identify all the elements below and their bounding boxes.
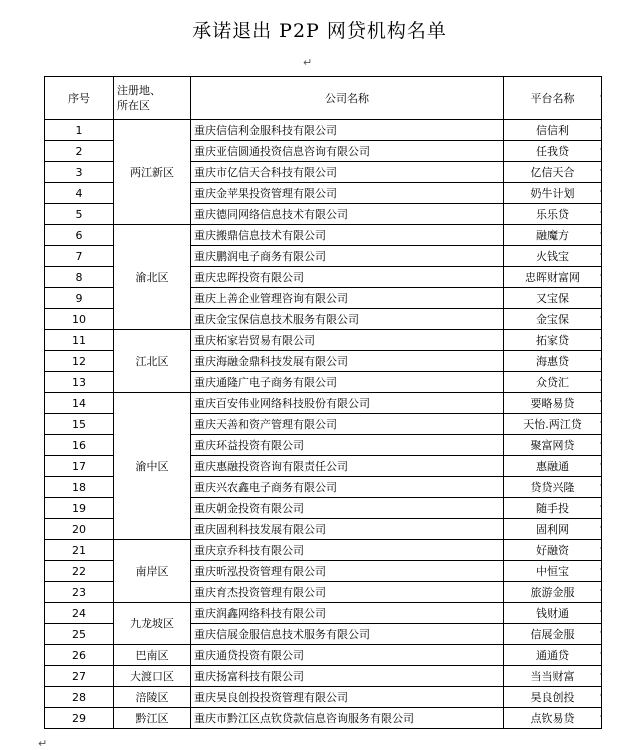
platform-name: 钱财通: [504, 603, 602, 624]
district-cell: 巴南区: [114, 645, 191, 666]
row-end-mark-icon: ·: [599, 145, 602, 155]
row-end-mark-icon: ·: [599, 313, 602, 323]
table-row: [45, 645, 602, 666]
company-name: 重庆环益投资有限公司: [191, 435, 504, 456]
table-row: [45, 393, 602, 414]
platform-name: 贷贷兴隆: [504, 477, 602, 498]
row-end-mark-icon: ·: [599, 418, 602, 428]
row-number: 24: [45, 603, 114, 624]
row-number: 25: [45, 624, 114, 645]
company-name: 重庆惠融投资咨询有限责任公司: [191, 456, 504, 477]
platform-name: 金宝保: [504, 309, 602, 330]
row-number: 20: [45, 519, 114, 540]
row-number: 14: [45, 393, 114, 414]
row-end-mark-icon: ·: [599, 628, 602, 638]
platform-name: 亿信天合: [504, 162, 602, 183]
platform-name: 昊良创投: [504, 687, 602, 708]
table-row: [45, 687, 602, 708]
table-row: [45, 666, 602, 687]
row-end-mark-icon: ·: [599, 187, 602, 197]
table-header-row: [45, 77, 602, 120]
row-end-mark-icon: ·: [599, 691, 602, 701]
platform-name: 旅游金服: [504, 582, 602, 603]
row-end-mark-icon: ·: [599, 607, 602, 617]
header-district: [114, 77, 191, 120]
row-end-mark-icon: ·: [599, 565, 602, 575]
paragraph-mark-icon: ↵: [38, 737, 48, 750]
district-cell: 九龙坡区: [114, 603, 191, 645]
row-end-mark-icon: ·: [599, 544, 602, 554]
row-number: 10: [45, 309, 114, 330]
platform-name: 众贷汇: [504, 372, 602, 393]
table-body: [45, 120, 602, 729]
company-name: 重庆忠晖投资有限公司: [191, 267, 504, 288]
platform-name: 融魔方: [504, 225, 602, 246]
row-number: 23: [45, 582, 114, 603]
row-number: 17: [45, 456, 114, 477]
row-end-mark-icon: ·: [599, 166, 602, 176]
platform-name: 通通贷: [504, 645, 602, 666]
header-district-line1: 注册地、: [117, 84, 161, 97]
table-row: [45, 330, 602, 351]
row-end-mark-icon: ·: [599, 586, 602, 596]
company-name: 重庆天善和资产管理有限公司: [191, 414, 504, 435]
row-number: 19: [45, 498, 114, 519]
platform-name: 中恒宝: [504, 561, 602, 582]
company-name: 重庆信展金服信息技术服务有限公司: [191, 624, 504, 645]
row-number: 22: [45, 561, 114, 582]
company-name: 重庆德同网络信息技术有限公司: [191, 204, 504, 225]
platform-name: 忠晖财富网: [504, 267, 602, 288]
institution-table: [44, 76, 602, 729]
district-cell: 涪陵区: [114, 687, 191, 708]
header-number: 序号: [45, 77, 114, 120]
company-name: 重庆昊良创投投资管理有限公司: [191, 687, 504, 708]
page-title: 承诺退出 P2P 网贷机构名单: [192, 20, 447, 42]
row-end-mark-icon: ·: [599, 376, 602, 386]
row-end-mark-icon: ·: [599, 250, 602, 260]
platform-name: 要略易贷: [504, 393, 602, 414]
platform-name: 信信利: [504, 120, 602, 141]
company-name: 重庆润鑫网络科技有限公司: [191, 603, 504, 624]
row-end-mark-icon: ·: [599, 397, 602, 407]
header-district-line2: 所在区: [117, 99, 150, 112]
company-name: 重庆通隆广电子商务有限公司: [191, 372, 504, 393]
company-name: 重庆亚信圆通投资信息咨询有限公司: [191, 141, 504, 162]
platform-name: 拓家贷: [504, 330, 602, 351]
platform-name: 又宝保: [504, 288, 602, 309]
header-company: 公司名称: [191, 77, 504, 120]
company-name: 重庆金苹果投资管理有限公司: [191, 183, 504, 204]
row-number: 9: [45, 288, 114, 309]
company-name: 重庆市黔江区点钦贷款信息咨询服务有限公司: [191, 708, 504, 729]
company-name: 重庆兴农鑫电子商务有限公司: [191, 477, 504, 498]
row-number: 15: [45, 414, 114, 435]
row-number: 13: [45, 372, 114, 393]
row-number: 21: [45, 540, 114, 561]
company-name: 重庆柘家岩贸易有限公司: [191, 330, 504, 351]
row-end-mark-icon: ·: [599, 523, 602, 533]
district-cell: 大渡口区: [114, 666, 191, 687]
row-number: 28: [45, 687, 114, 708]
row-number: 16: [45, 435, 114, 456]
table-row: [45, 708, 602, 729]
row-number: 18: [45, 477, 114, 498]
district-cell: 两江新区: [114, 120, 191, 225]
row-end-mark-icon: ·: [599, 334, 602, 344]
row-number: 11: [45, 330, 114, 351]
row-end-mark-icon: ·: [599, 355, 602, 365]
row-end-mark-icon: ·: [599, 712, 602, 722]
platform-name: 乐乐贷: [504, 204, 602, 225]
company-name: 重庆朝金投资有限公司: [191, 498, 504, 519]
platform-name: 惠融通: [504, 456, 602, 477]
platform-name: 海惠贷: [504, 351, 602, 372]
row-number: 29: [45, 708, 114, 729]
platform-name: 信展金服: [504, 624, 602, 645]
platform-name: 火钱宝: [504, 246, 602, 267]
district-cell: 南岸区: [114, 540, 191, 603]
row-number: 5: [45, 204, 114, 225]
row-number: 4: [45, 183, 114, 204]
company-name: 重庆金宝保信息技术服务有限公司: [191, 309, 504, 330]
row-end-mark-icon: ·: [599, 124, 602, 134]
company-name: 重庆育杰投资管理有限公司: [191, 582, 504, 603]
row-number: 3: [45, 162, 114, 183]
table-row: [45, 225, 602, 246]
district-cell: 渝北区: [114, 225, 191, 330]
company-name: 重庆京乔科技有限公司: [191, 540, 504, 561]
header-platform: 平台名称: [504, 77, 602, 120]
row-end-mark-icon: ·: [599, 670, 602, 680]
platform-name: 当当财富: [504, 666, 602, 687]
row-end-mark-icon: ·: [599, 439, 602, 449]
company-name: 重庆固利科技发展有限公司: [191, 519, 504, 540]
row-number: 2: [45, 141, 114, 162]
company-name: 重庆上善企业管理咨询有限公司: [191, 288, 504, 309]
company-name: 重庆昕泓投资管理有限公司: [191, 561, 504, 582]
company-name: 重庆扬富科技有限公司: [191, 666, 504, 687]
company-name: 重庆搬鼎信息技术有限公司: [191, 225, 504, 246]
platform-name: 固利网: [504, 519, 602, 540]
row-number: 8: [45, 267, 114, 288]
row-end-mark-icon: ·: [599, 502, 602, 512]
row-number: 12: [45, 351, 114, 372]
row-end-mark-icon: ·: [599, 292, 602, 302]
platform-name: 聚富网贷: [504, 435, 602, 456]
row-number: 27: [45, 666, 114, 687]
table-row: [45, 540, 602, 561]
row-end-mark-icon: ·: [599, 481, 602, 491]
platform-name: 天怡.两江贷: [504, 414, 602, 435]
paragraph-mark-icon: ↵: [303, 56, 313, 69]
row-number: 1: [45, 120, 114, 141]
platform-name: 好融资: [504, 540, 602, 561]
company-name: 重庆信信利金服科技有限公司: [191, 120, 504, 141]
row-end-mark-icon: ·: [599, 460, 602, 470]
platform-name: 奶牛计划: [504, 183, 602, 204]
platform-name: 任我贷: [504, 141, 602, 162]
row-number: 26: [45, 645, 114, 666]
company-name: 重庆市亿信天合科技有限公司: [191, 162, 504, 183]
company-name: 重庆海融金鼎科技发展有限公司: [191, 351, 504, 372]
company-name: 重庆百安伟业网络科技股份有限公司: [191, 393, 504, 414]
company-name: 重庆鹏润电子商务有限公司: [191, 246, 504, 267]
company-name: 重庆通贷投资有限公司: [191, 645, 504, 666]
row-end-mark-icon: ·: [599, 229, 602, 239]
row-end-mark-icon: ·: [599, 208, 602, 218]
district-cell: 江北区: [114, 330, 191, 393]
district-cell: 黔江区: [114, 708, 191, 729]
platform-name: 点钦易贷: [504, 708, 602, 729]
row-number: 7: [45, 246, 114, 267]
row-number: 6: [45, 225, 114, 246]
platform-name: 随手投: [504, 498, 602, 519]
table-row: [45, 120, 602, 141]
district-cell: 渝中区: [114, 393, 191, 540]
table-row: [45, 603, 602, 624]
row-end-mark-icon: ·: [599, 271, 602, 281]
row-end-mark-icon: ·: [599, 92, 602, 102]
row-end-mark-icon: ·: [599, 649, 602, 659]
